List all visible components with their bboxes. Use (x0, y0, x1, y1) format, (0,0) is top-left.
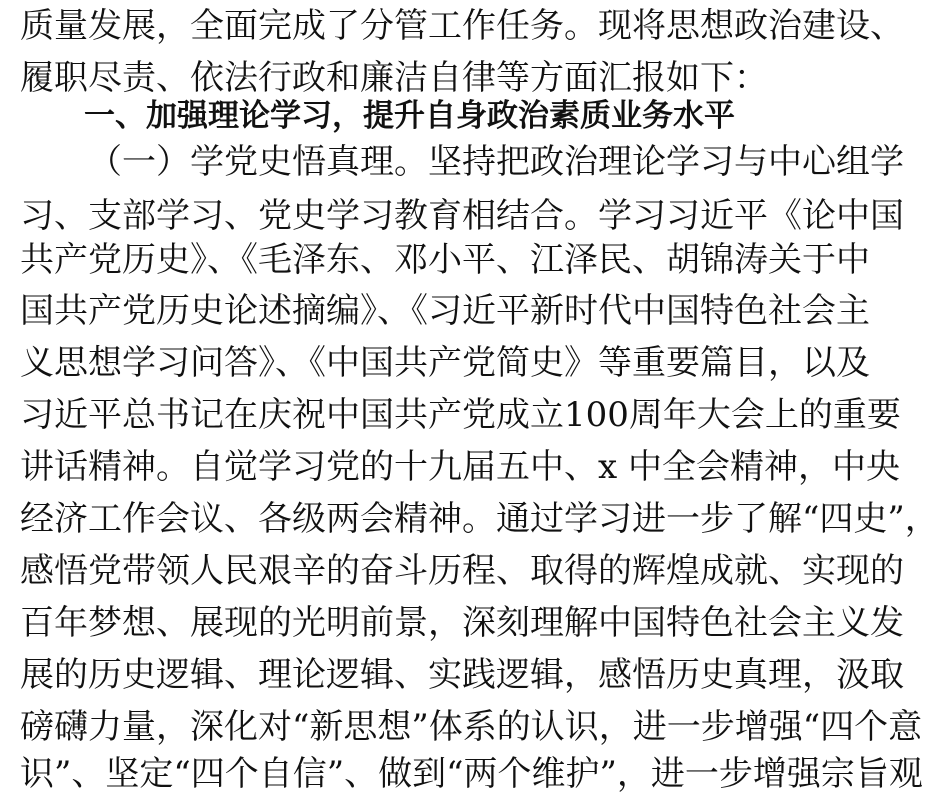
body-text-line: 展的历史逻辑、理论逻辑、实践逻辑，感悟历史真理，汲取 (20, 655, 904, 695)
body-text-line: 履职尽责、依法行政和廉洁自律等方面汇报如下： (20, 58, 768, 98)
body-text-line: 共产党历史》、《毛泽东、邓小平、江泽民、胡锦涛关于中 (20, 240, 870, 280)
body-text-line: 识”、坚定“四个自信”、做到“两个维护”，进一步增强宗旨观 (20, 754, 923, 794)
body-text-line: 经济工作会议、各级两会精神。通过学习进一步了解“四史”， (20, 499, 939, 539)
body-text-line: 国共产党历史论述摘编》、《习近平新时代中国特色社会主 (20, 291, 870, 331)
body-text-line: 义思想学习问答》、《中国共产党简史》等重要篇目，以及 (20, 343, 870, 383)
body-text-line: 习、支部学习、党史学习教育相结合。学习习近平《论中国 (20, 196, 904, 236)
body-text-line: 磅礴力量，深化对“新思想”体系的认识，进一步增强“四个意 (20, 707, 923, 747)
body-text-line: 质量发展，全面完成了分管工作任务。现将思想政治建设、 (20, 6, 904, 46)
body-text-line: 感悟党带领人民艰辛的奋斗历程、取得的辉煌成就、实现的 (20, 551, 904, 591)
paragraph-first-line: （一）学党史悟真理。坚持把政治理论学习与中心组学 (88, 142, 904, 182)
section-heading: 一、加强理论学习，提升自身政治素质业务水平 (84, 98, 735, 134)
body-text-line: 百年梦想、展现的光明前景，深刻理解中国特色社会主义发 (20, 603, 904, 643)
body-text-line: 习近平总书记在庆祝中国共产党成立100周年大会上的重要 (20, 395, 901, 435)
body-text-line: 讲话精神。自觉学习党的十九届五中、x 中全会精神，中央 (20, 447, 900, 487)
